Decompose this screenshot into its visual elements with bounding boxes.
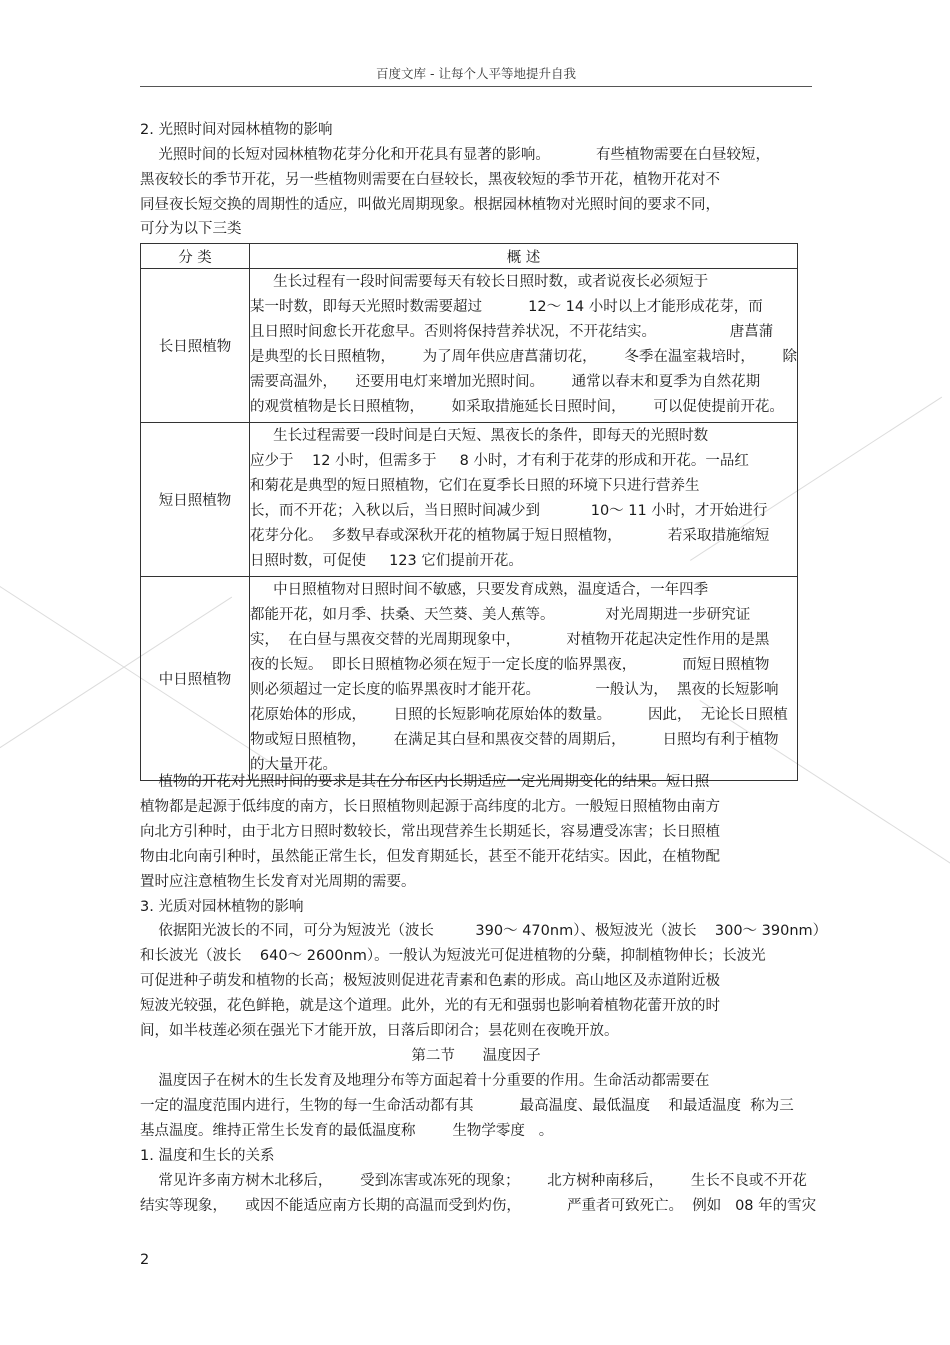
description-line: 都能开花，如月季、扶桑、天竺葵、美人蕉等。 对光周期进一步研究证 bbox=[250, 607, 751, 623]
page-number: 2 bbox=[140, 1252, 150, 1268]
paragraph-line: 和长波光（波长 640～ 2600nm）。一般认为短波光可促进植物的分蘖，抑制植物伸长；长波光 bbox=[140, 948, 766, 964]
plant-type-name: 长日照植物 bbox=[141, 269, 250, 423]
plant-type-name: 中日照植物 bbox=[141, 577, 250, 781]
section-heading: 2. 光照时间对园林植物的影响 bbox=[140, 122, 333, 138]
description-line: 长，而不开花；入秋以后，当日照时间减少到 10～ 11 小时，才开始进行 bbox=[250, 503, 768, 519]
photoperiod-table bbox=[140, 243, 798, 781]
table-row bbox=[141, 423, 798, 577]
chapter-section-title: 第二节 温度因子 bbox=[411, 1048, 541, 1064]
description-line: 中日照植物对日照时间不敏感，只要发育成熟，温度适合，一年四季 bbox=[250, 582, 709, 598]
plant-type-name: 短日照植物 bbox=[141, 423, 250, 577]
paragraph-line: 向北方引种时，由于北方日照时数较长，常出现营养生长期延长，容易遭受冻害；长日照植 bbox=[140, 824, 720, 840]
description-line: 是典型的长日照植物， 为了周年供应唐菖蒲切花， 冬季在温室栽培时， 除 bbox=[250, 349, 797, 365]
plant-type-description bbox=[250, 577, 798, 781]
description-line: 生长过程需要一段时间是白天短、黑夜长的条件，即每天的光照时数 bbox=[250, 428, 709, 444]
description-line: 应少于 12 小时，但需多于 8 小时，才有利于花芽的形成和开花。一品红 bbox=[250, 453, 749, 469]
description-line: 实， 在白昼与黑夜交替的光周期现象中， 对植物开花起决定性作用的是黑 bbox=[250, 632, 770, 648]
column-header-category: 分 类 bbox=[141, 244, 250, 269]
description-line: 夜的长短。 即长日照植物必须在短于一定长度的临界黑夜， 而短日照植物 bbox=[250, 657, 770, 673]
paragraph-line: 温度因子在树木的生长发育及地理分布等方面起着十分重要的作用。生命活动都需要在 bbox=[140, 1073, 710, 1089]
paragraph-line: 置时应注意植物生长发育对光周期的需要。 bbox=[140, 874, 416, 890]
table-header-row bbox=[141, 244, 798, 269]
table-row bbox=[141, 577, 798, 781]
description-line: 某一时数，即每天光照时数需要超过 12～ 14 小时以上才能形成花芽，而 bbox=[250, 299, 763, 315]
header-divider bbox=[140, 86, 812, 87]
plant-type-description bbox=[250, 269, 798, 423]
paragraph-line: 依据阳光波长的不同，可分为短波光（波长 390～ 470nm）、极短波光（波长 300～ 390nm） bbox=[140, 923, 828, 939]
column-header-description: 概 述 bbox=[250, 244, 798, 269]
description-line: 生长过程有一段时间需要每天有较长日照时数，或者说夜长必须短于 bbox=[250, 274, 709, 290]
paragraph-line: 植物的开花对光照时间的要求是其在分布区内长期适应一定光周期变化的结果。短日照 bbox=[140, 774, 710, 790]
paragraph-line: 同昼夜长短交换的周期性的适应，叫做光周期现象。根据园林植物对光照时间的要求不同， bbox=[140, 197, 720, 213]
paragraph-line: 光照时间的长短对园林植物花芽分化和开花具有显著的影响。 有些植物需要在白昼较短， bbox=[140, 147, 771, 163]
paragraph-line: 黑夜较长的季节开花，另一些植物则需要在白昼较长，黑夜较短的季节开花，植物开花对不 bbox=[140, 172, 720, 188]
description-line: 的观赏植物是长日照植物， 如采取措施延长日照时间， 可以促使提前开花。 bbox=[250, 399, 784, 415]
paragraph-line: 结实等现象， 或因不能适应南方长期的高温而受到灼伤， 严重者可致死亡。 例如 08 年的雪灾 bbox=[140, 1198, 817, 1214]
paragraph-line: 物由北向南引种时，虽然能正常生长，但发育期延长，甚至不能开花结实。因此，在植物配 bbox=[140, 849, 720, 865]
description-line: 的大量开花。 bbox=[250, 757, 338, 773]
description-line: 需要高温外， 还要用电灯来增加光照时间。 通常以春末和夏季为自然花期 bbox=[250, 374, 761, 390]
description-line: 花原始体的形成， 日照的长短影响花原始体的数量。 因此， 无论长日照植 bbox=[250, 707, 788, 723]
description-line: 日照时数，可促使 123 它们提前开花。 bbox=[250, 553, 523, 569]
paragraph-line: 一定的温度范围内进行，生物的每一生命活动都有其 最高温度、最低温度 和最适温度 称为三 bbox=[140, 1098, 794, 1114]
paragraph-line: 可分为以下三类 bbox=[140, 221, 242, 237]
subsection-heading: 1. 温度和生长的关系 bbox=[140, 1148, 275, 1164]
description-line: 和菊花是典型的短日照植物，它们在夏季长日照的环境下只进行营养生 bbox=[250, 478, 700, 494]
paragraph-line: 基点温度。维持正常生长发育的最低温度称 生物学零度 。 bbox=[140, 1123, 554, 1139]
table-row bbox=[141, 269, 798, 423]
description-line: 物或短日照植物， 在满足其白昼和黑夜交替的周期后， 日照均有利于植物 bbox=[250, 732, 779, 748]
paragraph-line: 间，如半枝莲必须在强光下才能开放，日落后即闭合；昙花则在夜晚开放。 bbox=[140, 1023, 619, 1039]
paragraph-line: 常见许多南方树木北移后， 受到冻害或冻死的现象； 北方树种南移后， 生长不良或不开花 bbox=[140, 1173, 807, 1189]
plant-type-description bbox=[250, 423, 798, 577]
paragraph-line: 植物都是起源于低纬度的南方，长日照植物则起源于高纬度的北方。一般短日照植物由南方 bbox=[140, 799, 720, 815]
section-heading: 3. 光质对园林植物的影响 bbox=[140, 899, 304, 915]
paragraph-line: 可促进种子萌发和植物的长高；极短波则促进花青素和色素的形成。高山地区及赤道附近极 bbox=[140, 973, 720, 989]
description-line: 花芽分化。 多数早春或深秋开花的植物属于短日照植物， 若采取措施缩短 bbox=[250, 528, 770, 544]
description-line: 且日照时间愈长开花愈早。否则将保持营养状况，不开花结实。 唐菖蒲 bbox=[250, 324, 774, 340]
description-line: 则必须超过一定长度的临界黑夜时才能开花。 一般认为， 黑夜的长短影响 bbox=[250, 682, 779, 698]
paragraph-line: 短波光较强，花色鲜艳，就是这个道理。此外，光的有无和强弱也影响着植物花蕾开放的时 bbox=[140, 998, 720, 1014]
page-header: 百度文库 - 让每个人平等地提升自我 bbox=[376, 66, 576, 81]
